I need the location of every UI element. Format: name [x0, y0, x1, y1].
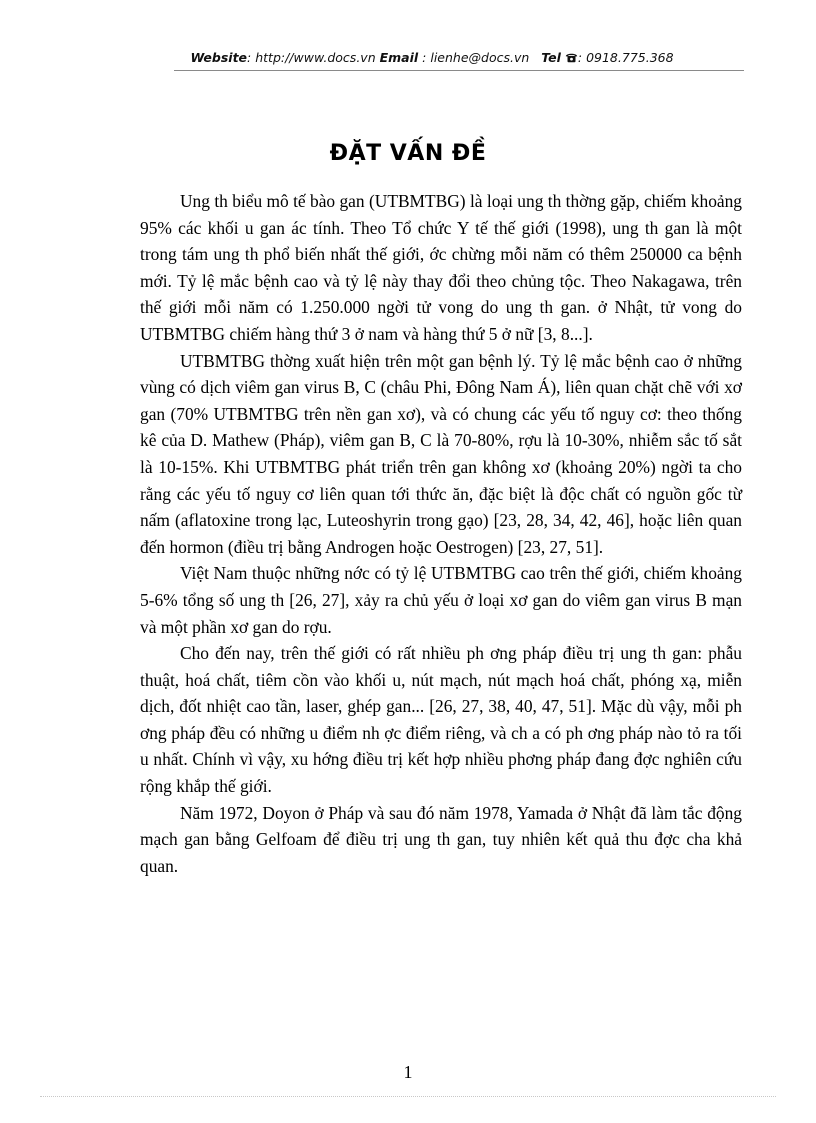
paragraph: Năm 1972, Doyon ở Pháp và sau đó năm 1978, Yamada ở Nhật đã làm tắc động mạch gan bằng Gelfoam để điều trị ung th gan, tuy nhiên kết quả thu đợc cha khả quan.	[140, 802, 742, 876]
tel-label: Tel	[541, 50, 561, 65]
paragraph: UTBMTBG thờng xuất hiện trên một gan bệnh lý. Tỷ lệ mắc bệnh cao ở những vùng có dịch viêm gan virus B, C (châu Phi, Đông Nam Á), liên quan chặt chẽ với xơ gan (70% UTBMTBG trên nền gan xơ), và có chung các yếu tố nguy cơ: theo thống kê của D. Mathew (Pháp), viêm gan B, C là 70-80%, rợu là 10-30%, nhiễm sắc tố sắt là 10-15%. Khi UTBMTBG phát triển trên gan không xơ (khoảng 20%) ngời ta cho rằng các yếu tố nguy cơ liên quan tới thức ăn, đặc biệt là độc chất có nguồn gốc từ nấm (aflatoxine trong lạc, Luteoshyrin trong gạo) [23, 28, 34, 42, 46], hoặc liên quan đến hormon (điều trị bằng Androgen hoặc Oestrogen) [23, 27, 51].	[140, 350, 742, 557]
page-title: ĐẶT VẤN ĐỀ	[329, 141, 487, 166]
email-label: Email	[379, 50, 419, 65]
email-value: : lienhe@docs.vn	[422, 50, 530, 65]
website-label: Website	[190, 50, 248, 65]
page-number: 1	[403, 1062, 413, 1082]
paragraph: Ung th biểu mô tế bào gan (UTBMTBG) là loại ung th thờng gặp, chiếm khoảng 95% các khối u gan ác tính. Theo Tổ chức Y tế thế giới (1998), ung th gan là một trong tám ung th phổ biến nhất thế giới, ớc chừng mỗi năm có thêm 250000 ca bệnh mới. Tỷ lệ mắc bệnh cao và tỷ lệ này thay đổi theo chủng tộc. Theo Nakagawa, trên thế giới mỗi năm có 1.250.000 ngời tử vong do ung th gan. ở Nhật, tử vong do UTBMTBG chiếm hàng thứ 3 ở nam và hàng thứ 5 ở nữ [3, 8...].	[140, 191, 742, 344]
paragraph: Cho đến nay, trên thế giới có rất nhiều ph ơng pháp điều trị ung th gan: phẫu thuật, hoá chất, tiêm cồn vào khối u, nút mạch, nút mạch hoá chất, phóng xạ, miễn dịch, đốt nhiệt cao tần, laser, ghép gan... [26, 27, 38, 40, 47, 51]. Mặc dù vậy, mỗi ph ơng pháp đều có những u điểm nh ợc điểm riêng, và ch a có ph ơng pháp nào tỏ ra tối u nhất. Chính vì vậy, xu hớng điều trị kết hợp nhiều phơng pháp đang đợc nghiên cứu rộng khắp thế giới.	[140, 643, 742, 797]
footer-divider	[40, 1096, 776, 1097]
header-divider	[174, 70, 744, 71]
phone-icon	[565, 52, 578, 63]
body-text	[140, 188, 742, 879]
page-header	[120, 50, 744, 65]
website-value: : http://www.docs.vn	[247, 50, 376, 65]
tel-value: : 0918.775.368	[577, 50, 674, 65]
paragraph: Việt Nam thuộc những nớc có tỷ lệ UTBMTBG cao trên thế giới, chiếm khoảng 5-6% tổng số ung th [26, 27], xảy ra chủ yếu ở loại xơ gan do viêm gan virus B mạn và một phần xơ gan do rợu.	[140, 563, 742, 637]
